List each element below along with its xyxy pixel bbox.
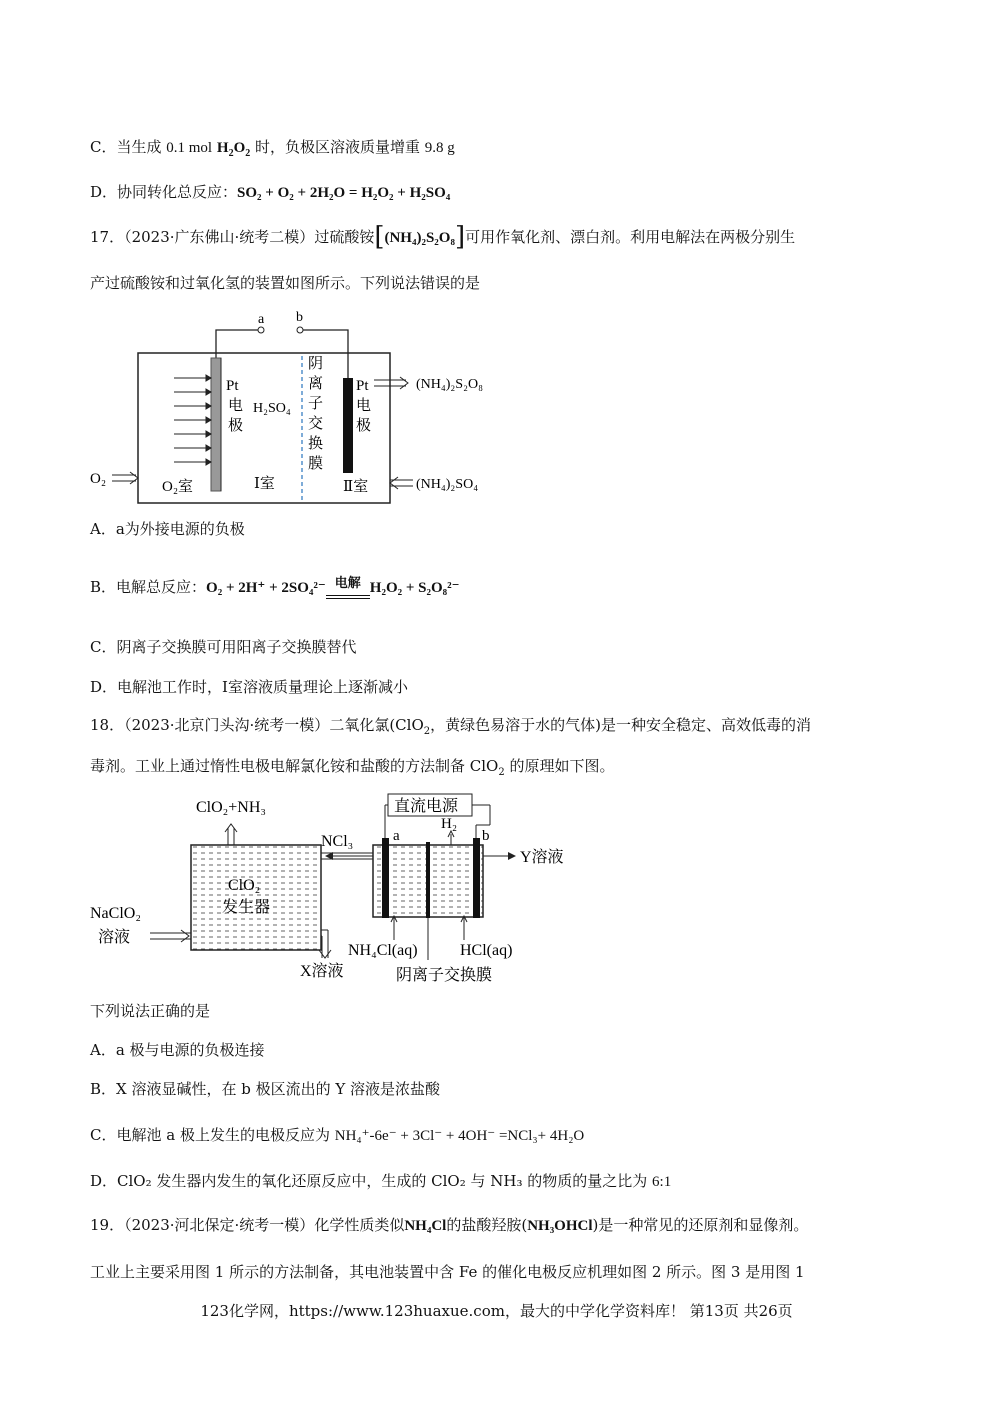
q18-clo2-diagram xyxy=(88,790,588,990)
membrane-char: 子 xyxy=(308,396,324,412)
equals-sign xyxy=(326,595,370,599)
ammonium-persulfate-formula: (NH₄)₂S₂O₈ xyxy=(384,230,455,246)
option-text: D．ClO₂ 发生器内发生的氧化还原反应中，生成的 ClO₂ 与 NH₃ 的物质的量之比为 xyxy=(90,1172,653,1190)
label-o2-inlet: O₂ xyxy=(90,471,107,487)
o2-inlet-arrow xyxy=(130,472,138,484)
sub: 2 xyxy=(498,767,505,778)
q18-option-b: B．X 溶液显碱性，在 b 极区流出的 Y 溶液是浓盐酸 xyxy=(90,1080,441,1098)
outlet-arrow xyxy=(400,377,408,389)
label-room-1: Ⅰ室 xyxy=(254,476,275,492)
pt-electrode-right xyxy=(343,378,353,473)
label-a: a xyxy=(258,312,265,327)
label-a: a xyxy=(393,828,400,844)
chem-h: H xyxy=(216,140,229,156)
label-pt-right-2: 电 xyxy=(356,398,372,414)
membrane-char: 阴 xyxy=(308,356,324,372)
membrane-char: 离 xyxy=(308,376,324,392)
stem-text: 二氧化氯(ClO xyxy=(329,716,424,734)
label-generator-2: 发生器 xyxy=(222,899,271,916)
q19-stem xyxy=(90,1214,808,1237)
equation-right: H₂O₂ + S₂O₈²⁻ xyxy=(369,580,460,596)
pt-electrode-left xyxy=(211,358,221,491)
page-footer: 123化学网，https://www.123huaxue.com，最大的中学化学资料库！ 第13页 共26页 xyxy=(200,1302,793,1320)
label-membrane: 阴离子交换膜 xyxy=(396,967,493,984)
q19-stem-2: 工业上主要采用图 1 所示的方法制备，其电池装置中含 Fe 的催化电极反应机理如图 2 所示。图 3 是用图 1 xyxy=(90,1263,805,1281)
question-number: 18． xyxy=(90,716,125,734)
gas-outlet-arrow xyxy=(225,824,237,832)
bracket-right: ] xyxy=(454,222,466,252)
stem-text: )是一种常见的还原剂和显像剂。 xyxy=(592,1216,809,1234)
stem-text: 的原理如下图。 xyxy=(504,757,615,775)
label-pt-right: Pt xyxy=(356,378,369,394)
x-outlet-arrow xyxy=(319,950,331,958)
stem-text: ，黄绿色易溶于水的气体)是一种安全稳定、高效低毒的消 xyxy=(430,716,811,734)
label-h2: H₂ xyxy=(441,816,458,832)
option-text: C．电解池 a 极上发生的电极反应为 xyxy=(90,1126,335,1144)
total-reaction: SO₂ + O₂ + 2H₂O = H₂O₂ + H₂SO₄ xyxy=(237,185,451,201)
electrolysis-condition xyxy=(326,575,370,599)
q18-stem-2 xyxy=(90,755,615,777)
q17-option-b xyxy=(90,576,460,599)
nh4cl-formula: NH₄Cl xyxy=(404,1218,447,1234)
inlet-arrow xyxy=(390,477,398,489)
question-number: 19． xyxy=(90,1216,125,1234)
label-naclo2: NaClO₂ xyxy=(90,905,141,922)
chem-o: O xyxy=(233,140,246,156)
membrane-char: 膜 xyxy=(308,456,324,472)
stem-text: 可用作氧化剂、漂白剂。利用电解法在两极分别生 xyxy=(465,228,796,246)
sub: 2 xyxy=(228,148,234,159)
label-h2so4: H₂SO₄ xyxy=(253,401,291,416)
o2-diffusion-arrows xyxy=(174,375,211,465)
electrode-a xyxy=(382,838,389,918)
question-source: （2023·广东佛山·统考二模） xyxy=(124,228,315,246)
option-label: C． xyxy=(90,138,117,156)
option-label: D． xyxy=(90,183,118,201)
membrane-char: 换 xyxy=(308,436,324,452)
wire-a xyxy=(216,330,258,358)
label-outlet: (NH₄)₂S₂O₈ xyxy=(416,377,483,392)
condition-text: 电解 xyxy=(334,575,361,590)
equation-left: O₂ + 2H⁺ + 2SO₄²⁻ xyxy=(206,580,326,596)
label-pt-right-3: 极 xyxy=(356,418,372,434)
sub: 2 xyxy=(423,726,431,737)
question-number: 17． xyxy=(90,228,125,246)
label-clo2-nh3: ClO₂+NH₃ xyxy=(196,799,266,816)
stem-text: 毒剂。工业上通过惰性电极电解氯化铵和盐酸的方法制备 ClO xyxy=(90,757,499,775)
label-dc-source: 直流电源 xyxy=(394,798,459,815)
h2o2-formula xyxy=(216,140,251,159)
label-hcl: HCl(aq) xyxy=(460,942,513,959)
mass: 9.8 g xyxy=(424,140,455,156)
stem-text: 化学性质类似 xyxy=(314,1216,405,1234)
option-text: 当生成 xyxy=(116,138,167,156)
q18-option-d xyxy=(90,1170,671,1193)
label-y-solution: Y溶液 xyxy=(520,849,564,866)
q18-option-c xyxy=(90,1124,584,1147)
option-text: 协同转化总反应： xyxy=(117,183,238,201)
q17-stem xyxy=(90,222,796,252)
terminal-b xyxy=(297,327,303,333)
membrane-char: 交 xyxy=(308,416,324,432)
label-nh4cl: NH₄Cl(aq) xyxy=(348,942,418,959)
q17-stem-2: 产过硫酸铵和过氧化氢的装置如图所示。下列说法错误的是 xyxy=(90,274,481,292)
label-generator-1: ClO₂ xyxy=(228,877,261,894)
amount: 0.1 mol xyxy=(166,140,213,156)
q17-option-d: D．电解池工作时，Ⅰ室溶液质量理论上逐渐减小 xyxy=(90,678,408,696)
option-text: B．电解总反应： xyxy=(90,578,207,596)
q18-prompt: 下列说法正确的是 xyxy=(90,1002,211,1020)
label-b: b xyxy=(296,310,303,325)
label-pt-left-2: 电 xyxy=(228,398,244,414)
membrane-label xyxy=(308,355,323,472)
stem-text: 过硫酸铵 xyxy=(314,228,375,246)
label-o2-room: O₂室 xyxy=(162,479,194,495)
y-outlet-arrow xyxy=(508,852,516,860)
question-source: （2023·河北保定·统考一模） xyxy=(124,1216,315,1234)
anion-membrane-bar xyxy=(426,842,430,918)
label-inlet: (NH₄)₂SO₄ xyxy=(416,477,479,492)
label-room-2: Ⅱ室 xyxy=(343,479,369,495)
q18-option-a: A．a 极与电源的负极连接 xyxy=(90,1041,265,1059)
q17-option-c: C．阴离子交换膜可用阳离子交换膜替代 xyxy=(90,638,357,656)
ratio: 6:1 xyxy=(652,1174,672,1190)
label-pt-left-3: 极 xyxy=(228,418,244,434)
question-source: （2023·北京门头沟·统考一模） xyxy=(124,716,330,734)
clo2-generator xyxy=(191,845,321,950)
q16-option-c xyxy=(90,136,455,159)
naclo2-inlet-arrow xyxy=(181,930,189,942)
sub: 2 xyxy=(245,148,251,159)
terminal-a xyxy=(258,327,264,333)
label-naclo2-solution: 溶液 xyxy=(98,929,131,946)
label-pt-left: Pt xyxy=(226,378,239,394)
q18-stem xyxy=(90,714,811,736)
bracket-left: [ xyxy=(374,222,385,252)
q17-electrolysis-diagram xyxy=(88,308,508,508)
electrode-equation: NH₄⁺-6e⁻ + 3Cl⁻ + 4OH⁻ =NCl₃+ 4H₂O xyxy=(334,1128,585,1144)
label-b: b xyxy=(482,828,490,844)
option-text: 时，负极区溶液质量增重 xyxy=(250,138,425,156)
label-ncl3: NCl₃ xyxy=(321,833,354,850)
electrode-b xyxy=(473,838,480,918)
q17-option-a: A．a为外接电源的负极 xyxy=(90,520,245,538)
stem-text: 的盐酸羟胺( xyxy=(446,1216,528,1234)
label-x-solution: X溶液 xyxy=(300,963,344,980)
q16-option-d xyxy=(90,181,450,204)
nh3ohcl-formula: NH₃OHCl xyxy=(527,1218,593,1234)
